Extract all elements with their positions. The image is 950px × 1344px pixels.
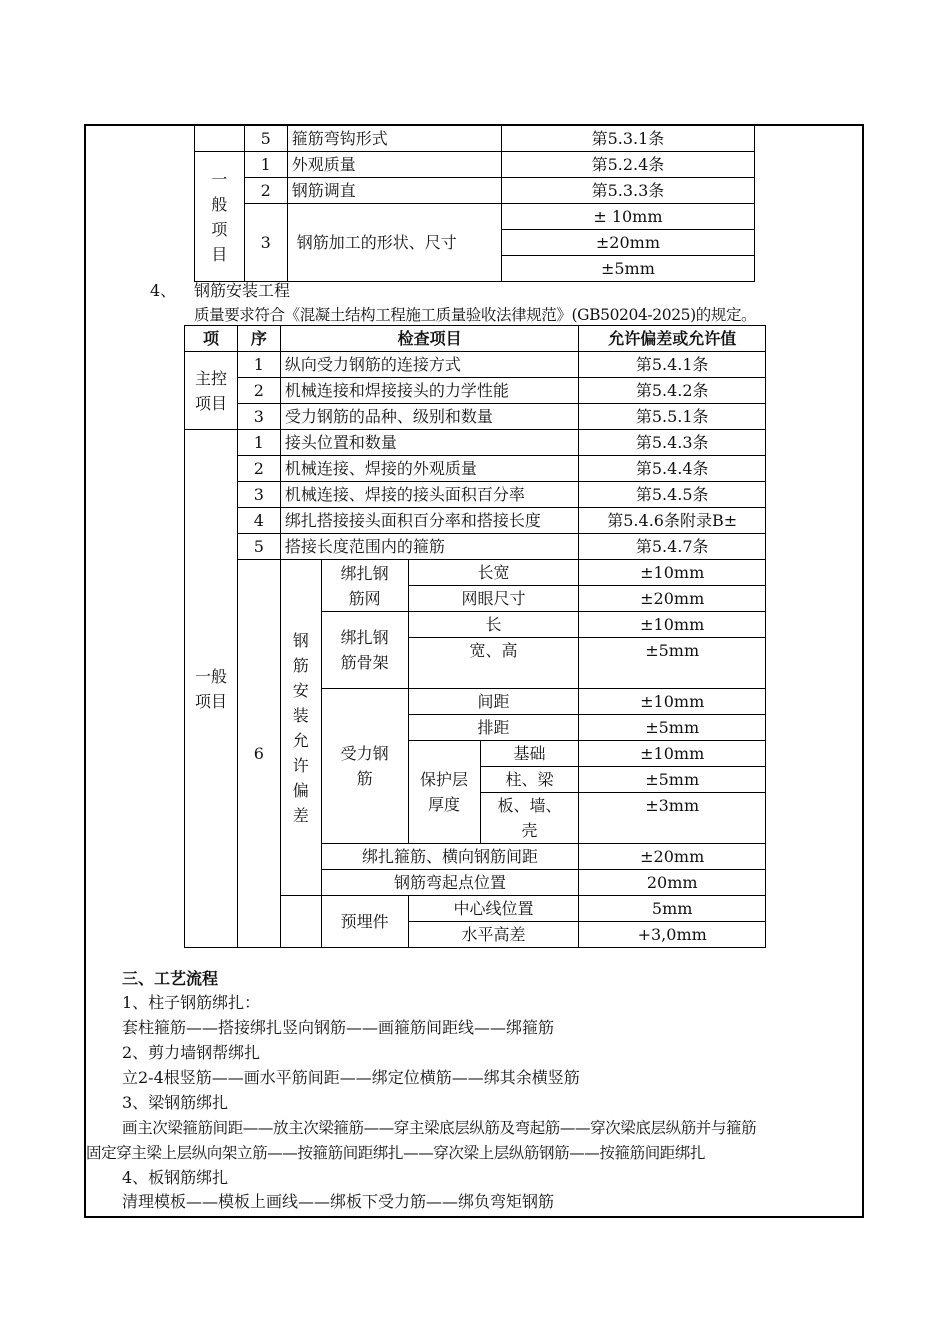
- cover-label: [408, 741, 480, 844]
- process-item-text: 清理模板——模板上画线——绑板下受力筋——绑负弯矩钢筋: [122, 1192, 555, 1211]
- item-cell: 基础: [480, 741, 579, 767]
- seq-cell: 1: [237, 430, 280, 456]
- value-cell: 第5.4.5条: [579, 482, 766, 508]
- seq-cell: 2: [237, 378, 280, 404]
- seq-cell: 3: [237, 404, 280, 430]
- header-seq: 序: [237, 326, 280, 352]
- value-cell: 5mm: [579, 896, 766, 922]
- empty-cell: [280, 896, 321, 948]
- item-cell: 钢筋弯起点位置: [321, 870, 579, 896]
- item-cell: 机械连接、焊接的外观质量: [280, 456, 579, 482]
- value-cell: ±20mm: [579, 586, 766, 612]
- value-cell: ±10mm: [579, 612, 766, 638]
- process-item-title: 3、梁钢筋绑扎: [122, 1093, 229, 1112]
- seq-cell: 2: [244, 178, 287, 204]
- item-cell: 外观质量: [287, 152, 501, 178]
- item-cell: 钢筋调直: [287, 178, 501, 204]
- item-cell: 网眼尺寸: [408, 586, 579, 612]
- empty-cell: [195, 126, 245, 152]
- item-cell: 水平高差: [408, 922, 579, 948]
- main-items-label: [185, 352, 238, 430]
- header-check-item: 检查项目: [280, 326, 579, 352]
- header-item: 项: [185, 326, 238, 352]
- value-cell: 20mm: [579, 870, 766, 896]
- seq-cell: 6: [237, 560, 280, 948]
- item-cell: 长: [408, 612, 579, 638]
- seq-cell: 5: [237, 534, 280, 560]
- tolerance-label: [280, 560, 321, 896]
- item-cell: 机械连接、焊接的接头面积百分率: [280, 482, 579, 508]
- value-cell: 第5.4.2条: [579, 378, 766, 404]
- item-cell: 接头位置和数量: [280, 430, 579, 456]
- value-cell: 第5.4.3条: [579, 430, 766, 456]
- value-cell: 第5.3.3条: [501, 178, 754, 204]
- tolerance-label-text: 钢筋安装允许偏差: [292, 630, 309, 825]
- process-item-title: 1、柱子钢筋绑扎：: [122, 993, 261, 1012]
- section-title: 钢筋安装工程: [194, 281, 291, 300]
- process-item-text-cont: 固定穿主梁上层纵向架立筋——按箍筋间距绑扎——穿次梁上层纵筋钢筋——按箍筋间距绑扎: [86, 1144, 706, 1162]
- value-cell: ± 10mm: [501, 204, 754, 230]
- value-cell: ±10mm: [579, 689, 766, 715]
- item-cell: 柱、梁: [480, 767, 579, 793]
- process-item-title: 2、剪力墙钢帮绑扎: [122, 1043, 261, 1062]
- value-cell: ±5mm: [579, 767, 766, 793]
- item-cell: 宽、高: [408, 638, 579, 689]
- seq-cell: 4: [237, 508, 280, 534]
- process-item-title: 4、板钢筋绑扎: [122, 1168, 229, 1187]
- item-cell: 排距: [408, 715, 579, 741]
- main-items-label-text: 主控项目: [194, 368, 227, 413]
- item-cell: 受力钢筋的品种、级别和数量: [280, 404, 579, 430]
- value-cell: 第5.4.6条附录B±: [579, 508, 766, 534]
- value-cell: 第5.4.7条: [579, 534, 766, 560]
- quality-note: 质量要求符合《混凝土结构工程施工质量验收法律规范》(GB50204-2025)的规定。: [194, 306, 757, 324]
- value-cell: ±3mm: [579, 793, 766, 844]
- section-number: 4、: [150, 281, 177, 300]
- value-cell: ±5mm: [501, 256, 754, 282]
- item-cell: 纵向受力钢筋的连接方式: [280, 352, 579, 378]
- general-items-label: [185, 430, 238, 948]
- value-cell: ±20mm: [501, 230, 754, 256]
- item-cell: 间距: [408, 689, 579, 715]
- general-items-label-text: 一般项目: [194, 666, 227, 711]
- value-cell: 第5.4.1条: [579, 352, 766, 378]
- item-cell: 机械连接和焊接接头的力学性能: [280, 378, 579, 404]
- cage-label-text: 绑扎钢筋骨架: [340, 628, 389, 672]
- item-cell: 搭接长度范围内的箍筋: [280, 534, 579, 560]
- seq-cell: 1: [237, 352, 280, 378]
- seq-cell: 3: [237, 482, 280, 508]
- item-cell: 钢筋加工的形状、尺寸: [287, 204, 501, 282]
- process-item-text: 立2-4根竖筋——画水平筋间距——绑定位横筋——绑其余横竖筋: [122, 1068, 580, 1087]
- value-cell: ±5mm: [579, 638, 766, 689]
- process-item-text: 套柱箍筋——搭接绑扎竖向钢筋——画箍筋间距线——绑箍筋: [122, 1018, 555, 1037]
- item-cell-text: 板、墙、壳: [497, 796, 562, 840]
- mesh-label: [321, 560, 408, 612]
- value-cell: 第5.4.4条: [579, 456, 766, 482]
- value-cell: 第5.2.4条: [501, 152, 754, 178]
- general-items-label: [195, 152, 245, 282]
- processing-table: [194, 125, 755, 282]
- seq-cell: 5: [244, 126, 287, 152]
- item-cell: 绑扎搭接接头面积百分率和搭接长度: [280, 508, 579, 534]
- item-cell: 绑扎箍筋、横向钢筋间距: [321, 844, 579, 870]
- value-cell: 第5.3.1条: [501, 126, 754, 152]
- cage-label: [321, 612, 408, 689]
- seq-cell: 2: [237, 456, 280, 482]
- value-cell: ±10mm: [579, 741, 766, 767]
- item-cell: [480, 793, 579, 844]
- seq-cell: 1: [244, 152, 287, 178]
- process-heading: 三、工艺流程: [122, 969, 219, 988]
- value-cell: ±5mm: [579, 715, 766, 741]
- main-bar-label-text: 受力钢筋: [340, 744, 389, 788]
- cover-label-text: 保护层厚度: [420, 770, 469, 814]
- value-cell: +3,0mm: [579, 922, 766, 948]
- value-cell: ±10mm: [579, 560, 766, 586]
- seq-cell: 3: [244, 204, 287, 282]
- value-cell: ±20mm: [579, 844, 766, 870]
- process-item-text: 画主次梁箍筋间距——放主次梁箍筋——穿主梁底层纵筋及弯起筋——穿次梁底层纵筋并与箍筋: [122, 1119, 757, 1137]
- general-items-label-text: 一般项目: [211, 169, 228, 264]
- installation-table: [184, 325, 766, 948]
- item-cell: 中心线位置: [408, 896, 579, 922]
- header-tolerance: 允许偏差或允许值: [579, 326, 766, 352]
- item-cell: 长宽: [408, 560, 579, 586]
- value-cell: 第5.5.1条: [579, 404, 766, 430]
- main-bar-label: [321, 689, 408, 844]
- embedded-label: 预埋件: [321, 896, 408, 948]
- item-cell: 箍筋弯钩形式: [287, 126, 501, 152]
- mesh-label-text: 绑扎钢筋网: [340, 563, 389, 608]
